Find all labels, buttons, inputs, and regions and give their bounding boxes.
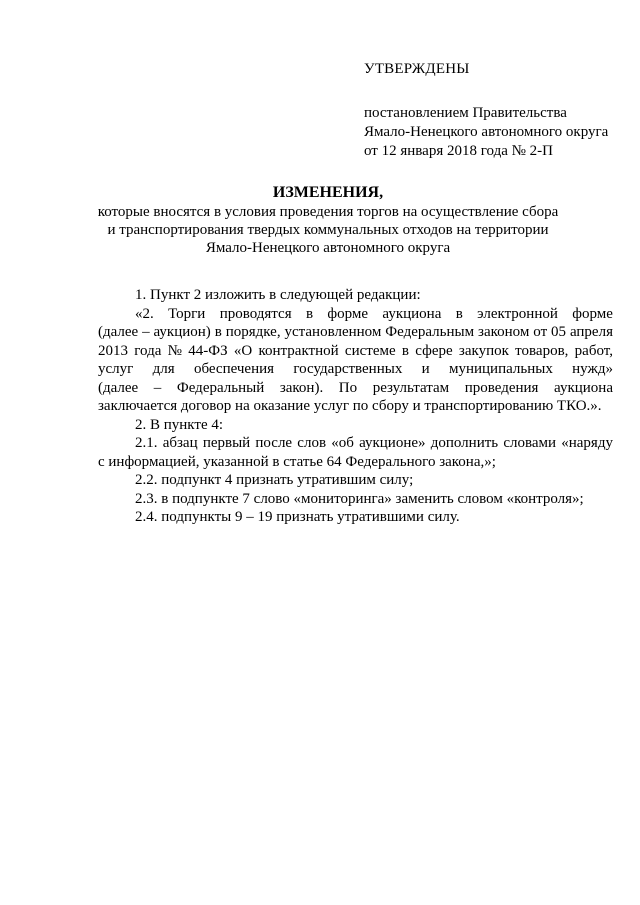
item-2-1-line: 2.1. абзац первый после слов «об аукционе» дополнить словами «наряду: [135, 435, 613, 451]
document-body: [98, 286, 613, 527]
quote-line: услуг для обеспечения государственных и муниципальных нужд»: [98, 361, 613, 377]
quote-line: «2. Торги проводятся в форме аукциона в электронной форме: [135, 305, 613, 322]
quote-line: 2013 года № 44-ФЗ «О контрактной системе в сфере закупок товаров, работ,: [98, 342, 613, 359]
approval-line: от 12 января 2018 года № 2-П: [364, 143, 554, 159]
item-2-1-line: с информацией, указанной в статье 64 Федерального закона,»;: [98, 453, 496, 470]
quote-line: заключается договор на оказание услуг по сбору и транспортированию ТКО.».: [98, 398, 602, 414]
item-2-1: [98, 434, 613, 471]
quote-line: (далее – аукцион) в порядке, установленном Федеральным законом от 05 апреля: [98, 324, 613, 340]
document-title: ИЗМЕНЕНИЯ,: [272, 184, 384, 201]
document-subtitle-line: и транспортирования твердых коммунальных отходов на территории: [107, 222, 549, 238]
approval-line: Ямало-Ненецкого автономного округа: [364, 124, 609, 140]
document-subtitle-line: которые вносятся в условия проведения торгов на осуществление сбора: [97, 204, 559, 220]
document-heading: [60, 184, 596, 257]
document-subtitle-line: Ямало-Ненецкого автономного округа: [205, 240, 451, 256]
item-2-4: 2.4. подпункты 9 – 19 признать утратившими силу.: [135, 509, 460, 525]
quoted-paragraph: [98, 305, 613, 416]
quote-line: (далее – Федеральный закон). По результатам проведения аукциона: [98, 379, 613, 396]
item-2-2: 2.2. подпункт 4 признать утратившим силу;: [135, 472, 414, 488]
approval-line: постановлением Правительства: [364, 105, 567, 121]
item-1: 1. Пункт 2 изложить в следующей редакции:: [135, 287, 421, 303]
approval-block: [364, 60, 624, 161]
item-2: 2. В пункте 4:: [135, 416, 224, 433]
approval-title: УТВЕРЖДЕНЫ: [364, 61, 470, 77]
item-2-3: 2.3. в подпункте 7 слово «мониторинга» заменить словом «контроля»;: [135, 490, 584, 507]
